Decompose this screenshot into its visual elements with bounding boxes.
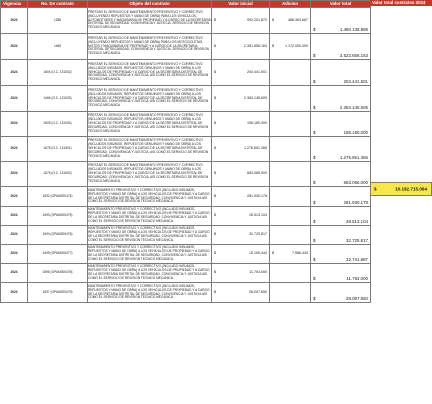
vigencia-cell: 2024 <box>1 207 28 226</box>
contract-object-cell: PRESTAR EL SERVICIO DE MANTENIMIENTO PREVENTIVO Y CORRECTIVO (INCLUIDOS INSUMOS, REPUESTOS GENUINOS Y MANO DE OBRA) A LOS VEHICULOS DE PROPIEDAD Y A CARGO DE LA SECRETARIA DISTRITAL DE SEGURIDAD, CONVIVENCIA Y JUSTICIA, ASI COMO EL SERVICIO DE REVISION TECNICO MECANICA. <box>88 86 212 112</box>
total-value-cell-value: 195.160.000 <box>343 130 368 136</box>
header-valor-total: Valor total <box>311 1 371 8</box>
contract-number-cell: 1676 (O.C. 131602) <box>28 162 88 187</box>
currency-symbol: $ <box>313 27 316 33</box>
vigencia-cell: 2024 <box>1 137 28 162</box>
addition-cell <box>270 207 311 226</box>
contract-number-cell: 1466 (O.C. 131533) <box>28 86 88 112</box>
header-row <box>1 1 371 8</box>
contract-object-cell: MANTENIMIENTO PREVENTIVO Y CORRECTIVO (INCLUIDO INSUMOS, REPUESTOS Y MANO DE OBRA) A LOS VEHICULOS DE PROPIEDAD Y A CARGO DE LA SECRETARIA DISTRITAL DE SEGURIDAD, CONVIVENCIA Y JUSTICIA ASI COMO EL SERVICIO DE REVISION TECNICO MECANICA. <box>88 245 212 264</box>
contract-object-cell: MANTENIMIENTO PREVENTIVO Y CORRECTIVO (INCLUIDO INSUMOS, REPUESTOS Y MANO DE OBRA) A LOS VEHICULOS DE PROPIEDAD Y A CARGO DE LA SECRETARIA DISTRITAL DE SEGURIDAD, CONVIVENCIA Y JUSTICIA ASI COMO EL SERVICIO DE REVISION TECNICO MECANICA. <box>88 264 212 283</box>
currency-symbol: $ <box>214 251 216 256</box>
vigencia-cell: 2024 <box>1 60 28 86</box>
contract-number-cell: 1465 <box>28 34 88 60</box>
currency-symbol: $ <box>313 296 316 302</box>
contract-number-cell: 1693 (OPAM000475) <box>28 207 88 226</box>
contract-object-cell: PRESTAR EL SERVICIO DE MANTENIMIENTO PREVENTIVO Y CORRECTIVO (INCLUIDOS INSUMOS, REPUESTOS GENUINOS Y MANO DE OBRA) A LOS VEHICULOS DE PROPIEDAD Y A CARGO DE LA SECRETARIA DISTRITAL DE SEGURIDAD, CONVIVENCIA Y JUSTICIA, ASI COMO EL SERVICIO DE REVISION TECNICO MECANICA. <box>88 162 212 187</box>
total-value-cell <box>311 8 371 34</box>
initial-value-cell <box>212 34 270 60</box>
currency-symbol: $ <box>214 213 216 218</box>
initial-value-cell <box>212 226 270 245</box>
total-value-cell <box>311 226 371 245</box>
currency-symbol: $ <box>313 276 316 282</box>
initial-value-cell-value: 2.351.656.163 <box>244 43 267 48</box>
currency-symbol: $ <box>214 232 216 237</box>
contract-number-cell: 1696 (OPAM000478) <box>28 264 88 283</box>
total-value-cell <box>311 60 371 86</box>
currency-symbol: $ <box>214 17 216 22</box>
table-row <box>1 264 371 283</box>
total-value-cell <box>311 264 371 283</box>
initial-value-cell <box>212 86 270 112</box>
grand-total-cell <box>370 182 432 196</box>
total-value-cell-value: 28.097.650 <box>346 296 368 302</box>
total-value-cell-value: 22.741.887 <box>346 257 368 263</box>
contract-object-cell: PRESTAR EL SERVICIO DE MANTENIMIENTO PREVENTIVO Y CORRECTIVO (INCLUIDOS INSUMOS, REPUESTOS GENUINOS Y MANO DE OBRA) A LOS VEHICULOS DE PROPIEDAD Y A CARGO DE LA SECRETARIA DISTRITAL DE SEGURIDAD, CONVIVENCIA Y JUSTICIA, ASI COMO EL SERVICIO DE REVISION TECNICO MECANICA. <box>88 137 212 162</box>
table-row <box>1 162 371 187</box>
initial-value-cell <box>212 162 270 187</box>
total-value-cell <box>311 283 371 303</box>
initial-value-cell-value: 32.725.817 <box>249 232 267 237</box>
initial-value-cell-value: 281.930.178 <box>247 193 267 198</box>
addition-cell <box>270 245 311 264</box>
currency-symbol: $ <box>272 17 274 22</box>
total-value-cell-value: 204.441.501 <box>343 79 368 85</box>
total-value-cell <box>311 34 371 60</box>
contract-object-cell: PRESTAR EL SERVICIO DE MANTENIMIENTO PREVENTIVO Y CORRECTIVO (INCLUIDOS INSUMOS, REPUESTOS GENUINOS Y MANO DE OBRA) A LOS VEHICULOS DE PROPIEDAD Y A CARGO DE LA SECRETARIA DISTRITAL DE SEGURIDAD, CONVIVENCIA Y JUSTICIA, ASI COMO EL SERVICIO DE REVISION TECNICO MECANICA. <box>88 60 212 86</box>
grand-total-value: 10.192.715.064 <box>395 186 427 192</box>
total-value-cell-value: 2.363.145.605 <box>339 105 368 111</box>
vigencia-cell: 2024 <box>1 187 28 207</box>
table-row <box>1 245 371 264</box>
addition-cell <box>270 264 311 283</box>
header-valor-total-contratos: Valor total contratos 2024 <box>370 0 432 6</box>
contract-object-cell: MANTENIMIENTO PREVENTIVO Y CORRECTIVO (INCLUIDO INSUMOS, REPUESTOS Y MANO DE OBRA) A LOS VEHICULOS DE PROPIEDAD Y A CARGO DE LA SECRETARIA DISTRITAL DE SEGURIDAD, CONVIVENCIA Y JUSTICIA ASI COMO EL SERVICIO DE REVISION TECNICO MECANICA. <box>88 207 212 226</box>
currency-symbol: $ <box>313 200 316 206</box>
initial-value-cell-value: 28.513.104 <box>249 213 267 218</box>
currency-symbol: $ <box>313 219 316 225</box>
initial-value-cell <box>212 60 270 86</box>
initial-value-cell <box>212 264 270 283</box>
currency-symbol: $ <box>214 69 216 74</box>
total-value-cell <box>311 187 371 207</box>
addition-cell <box>270 187 311 207</box>
table-row <box>1 137 371 162</box>
initial-value-cell <box>212 137 270 162</box>
total-value-cell-value: 28.513.104 <box>346 219 368 225</box>
table-row <box>1 112 371 137</box>
vigencia-cell: 2024 <box>1 226 28 245</box>
currency-symbol: $ <box>214 289 216 294</box>
vigencia-cell: 2024 <box>1 245 28 264</box>
table-row <box>1 207 371 226</box>
contract-object-cell: MANTENIMIENTO PREVENTIVO Y CORRECTIVO (INCLUIDO INSUMOS, REPUESTOS Y MANO DE OBRA) A LOS VEHICULOS DE PROPIEDAD Y A CARGO DE LA SECRETARIA DISTRITAL DE SEGURIDAD, CONVIVENCIA Y JUSTICIA ASI COMO EL SERVICIO DE REVISION TECNICO MECANICA. <box>88 283 212 303</box>
total-value-cell <box>311 207 371 226</box>
vigencia-cell: 2024 <box>1 283 28 303</box>
initial-value-cell-value: 683.066.000 <box>247 171 267 176</box>
initial-value-cell <box>212 207 270 226</box>
addition-cell-value: 7.586.443 <box>292 251 308 256</box>
initial-value-cell-value: 2.363.145.605 <box>244 95 267 100</box>
currency-symbol: $ <box>214 193 216 198</box>
currency-symbol: $ <box>313 180 316 186</box>
vigencia-cell: 2024 <box>1 86 28 112</box>
vigencia-cell: 2024 <box>1 112 28 137</box>
vigencia-cell: 2024 <box>1 162 28 187</box>
initial-value-cell <box>212 283 270 303</box>
addition-cell <box>270 112 311 137</box>
total-value-cell <box>311 137 371 162</box>
addition-cell <box>270 162 311 187</box>
contract-number-cell: 1695 (OPAM000477) <box>28 245 88 264</box>
header-valor-inicial: Valor inicial <box>212 1 270 8</box>
total-value-cell <box>311 112 371 137</box>
currency-symbol: $ <box>313 155 316 161</box>
currency-symbol: $ <box>214 270 216 275</box>
table-row <box>1 8 371 34</box>
table-row <box>1 283 371 303</box>
initial-value-cell <box>212 245 270 264</box>
currency-symbol: $ <box>214 121 216 126</box>
addition-cell <box>270 283 311 303</box>
vigencia-cell: 2024 <box>1 8 28 34</box>
total-value-cell-value: 32.725.817 <box>346 238 368 244</box>
contract-object-cell: MANTENIMIENTO PREVENTIVO Y CORRECTIVO (INCLUIDO INSUMOS, REPUESTOS Y MANO DE OBRA) A LOS VEHICULOS DE PROPIEDAD Y A CARGO DE LA SECRETARIA DISTRITAL DE SEGURIDAD, CONVIVENCIA Y JUSTICIA ASI COMO EL SERVICIO DE REVISION TECNICO MECANICA. <box>88 187 212 207</box>
table-row <box>1 187 371 207</box>
total-value-cell <box>311 245 371 264</box>
initial-value-cell-value: 28.097.650 <box>249 289 267 294</box>
currency-symbol: $ <box>313 105 316 111</box>
addition-cell <box>270 86 311 112</box>
initial-value-cell-value: 1.276.651.365 <box>244 146 267 151</box>
total-value-cell-value: 3.523.656.163 <box>339 53 368 59</box>
contract-object-cell: MANTENIMIENTO PREVENTIVO Y CORRECTIVO (INCLUIDO INSUMOS, REPUESTOS Y MANO DE OBRA) A LOS VEHICULOS DE PROPIEDAD Y A CARGO DE LA SECRETARIA DISTRITAL DE SEGURIDAD, CONVIVENCIA Y JUSTICIA ASI COMO EL SERVICIO DE REVISION TECNICO MECANICA. <box>88 226 212 245</box>
currency-symbol: $ <box>214 43 216 48</box>
addition-cell-value: 488.363.667 <box>288 17 308 22</box>
initial-value-cell-value: 195.160.000 <box>247 121 267 126</box>
total-value-cell-value: 683.066.000 <box>343 180 368 186</box>
table-row <box>1 86 371 112</box>
contract-object-cell: PRESTAR EL SERVICIO DE MANTENIMIENTO PREVENTIVO Y CORRECTIVO (INCLUYENDO REPUESTOS Y MANO DE OBRA) PARA LOS VEHICULOS, AUTOMOTORES Y MAQUINARIA DE PROPIEDAD Y A CARGO DE LA SECRETARIA DISTRITAL DE SEGURIDAD, CONVIVENCIA Y JUSTICIA. SERVICIO DE REVISION TECNICO MECANICA. <box>88 8 212 34</box>
currency-symbol: $ <box>313 130 316 136</box>
initial-value-cell-value: 15.155.444 <box>249 251 267 256</box>
total-value-cell-value: 11.754.000 <box>346 276 368 282</box>
header-adicion: Adicion <box>270 1 311 8</box>
initial-value-cell-value: 992.201.872 <box>247 17 267 22</box>
contract-number-cell: 1694 (OPAM000476) <box>28 226 88 245</box>
header-objeto: Objeto del contrato <box>88 1 212 8</box>
currency-symbol: $ <box>272 251 274 256</box>
total-value-cell-value: 1.276.651.365 <box>339 155 368 161</box>
contract-number-cell: 1697 (OPAM000479) <box>28 283 88 303</box>
currency-symbol: $ <box>214 146 216 151</box>
currency-symbol: $ <box>313 53 316 59</box>
total-value-cell <box>311 86 371 112</box>
contract-number-cell: 1605 (O.C. 131534) <box>28 112 88 137</box>
addition-cell <box>270 60 311 86</box>
header-contrato: No. De contrato <box>28 1 88 8</box>
table-row <box>1 226 371 245</box>
initial-value-cell-value: 204.441.501 <box>247 69 267 74</box>
initial-value-cell <box>212 112 270 137</box>
table-row <box>1 34 371 60</box>
vigencia-cell: 2024 <box>1 264 28 283</box>
contract-number-cell: 1604 (O.C. 131532) <box>28 60 88 86</box>
currency-symbol: $ <box>272 43 274 48</box>
total-value-cell <box>311 162 371 187</box>
initial-value-cell <box>212 187 270 207</box>
currency-symbol: $ <box>214 95 216 100</box>
addition-cell-value: 1.172.000.000 <box>285 43 308 48</box>
addition-cell <box>270 226 311 245</box>
total-value-cell-value: 1.480.138.889 <box>339 27 368 33</box>
vigencia-cell: 2024 <box>1 34 28 60</box>
total-value-cell-value: 281.930.178 <box>343 200 368 206</box>
initial-value-cell <box>212 8 270 34</box>
initial-value-cell-value: 11.754.000 <box>249 270 267 275</box>
currency-symbol: $ <box>313 79 316 85</box>
contract-object-cell: PRESTAR EL SERVICIO DE MANTENIMIENTO PREVENTIVO Y CORRECTIVO (INCLUYENDO REPUESTOS Y MANO DE OBRA) PARA LOS MOTOCICLETAS, MOTOS Y MAQUINARIA DE PROPIEDAD Y A CARGO DE LA SECRETARIA DISTRITAL DE SEGURIDAD, CONVIVENCIA Y JUSTICIA. SERVICIO DE REVISION TECNICO MECANICA. <box>88 34 212 60</box>
addition-cell <box>270 8 311 34</box>
contract-number-cell: 1692 (OPAM000474) <box>28 187 88 207</box>
contract-number-cell: 1675 (O.C. 131601) <box>28 137 88 162</box>
grand-total-currency: $ <box>374 186 377 192</box>
currency-symbol: $ <box>313 257 316 263</box>
addition-cell <box>270 137 311 162</box>
currency-symbol: $ <box>214 171 216 176</box>
header-vigencia: Vigencia <box>1 1 28 8</box>
contract-number-cell: 1286 <box>28 8 88 34</box>
addition-cell <box>270 34 311 60</box>
contract-object-cell: PRESTAR EL SERVICIO DE MANTENIMIENTO PREVENTIVO Y CORRECTIVO (INCLUIDOS INSUMOS, REPUESTOS GENUINOS Y MANO DE OBRA) A LOS VEHICULOS DE PROPIEDAD Y A CARGO DE LA SECRETARIA DISTRITAL DE SEGURIDAD, CONVIVENCIA Y JUSTICIA, ASI COMO EL SERVICIO DE REVISION TECNICO MECANICA. <box>88 112 212 137</box>
currency-symbol: $ <box>313 238 316 244</box>
table-row <box>1 60 371 86</box>
